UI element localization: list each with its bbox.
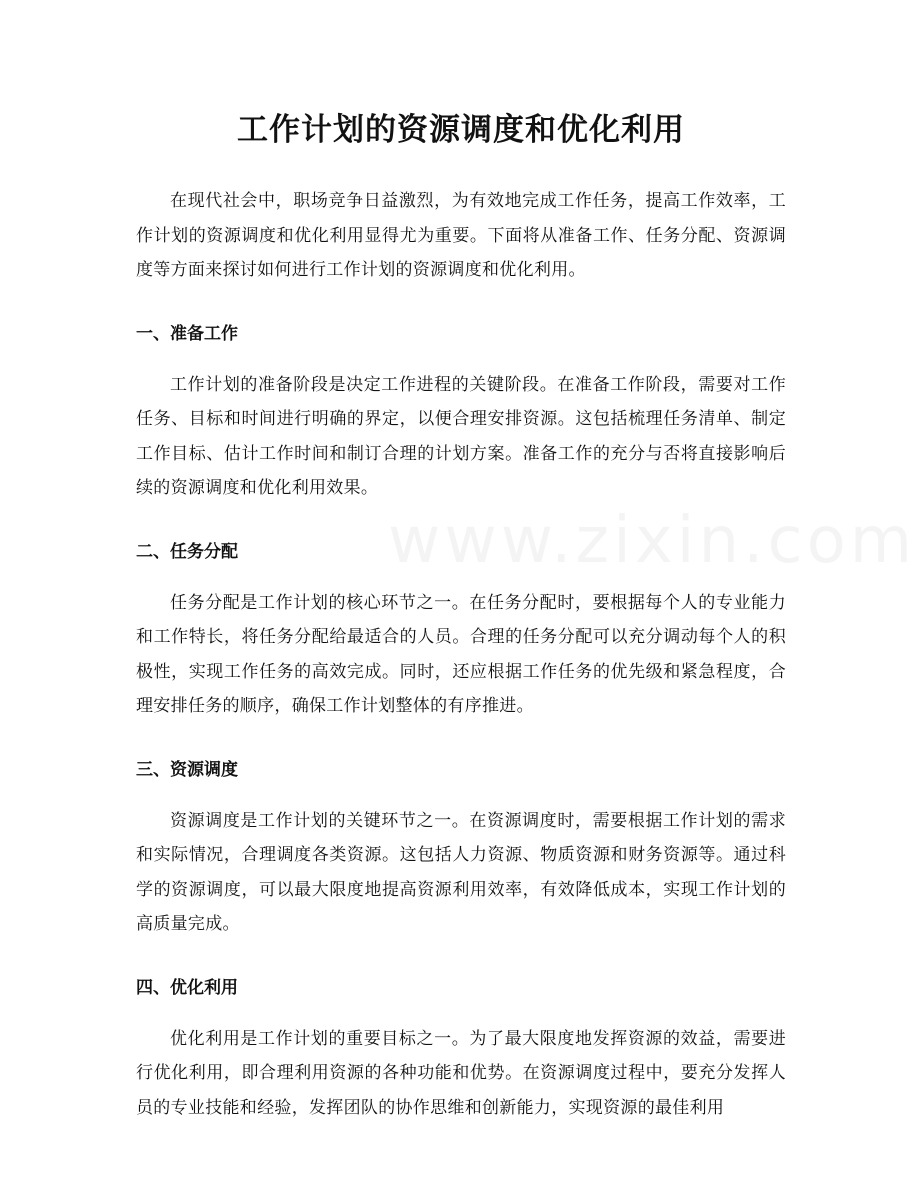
section-body-optimize: 优化利用是工作计划的重要目标之一。为了最大限度地发挥资源的效益，需要进行优化利用，即合理利用资源的各种功能和优势。在资源调度过程中，要充分发挥人员的专业技能和经验，发挥团队的协作思维和创新能力，实现资源的最佳利用 — [136, 1028, 786, 1118]
section-heading-prepare: 一、准备工作 — [136, 323, 238, 344]
section-body-schedule: 资源调度是工作计划的关键环节之一。在资源调度时，需要根据工作计划的需求和实际情况，合理调度各类资源。这包括人力资源、物质资源和财务资源等。通过科学的资源调度，可以最大限度地提高资源利用效率，有效降低成本，实现工作计划的高质量完成。 — [136, 810, 786, 934]
document-title: 工作计划的资源调度和优化利用 — [237, 112, 685, 148]
section-heading-optimize: 四、优化利用 — [136, 977, 238, 998]
section-heading-assign: 二、任务分配 — [136, 541, 238, 562]
section-heading-schedule: 三、资源调度 — [136, 759, 238, 780]
section-body-prepare: 工作计划的准备阶段是决定工作进程的关键阶段。在准备工作阶段，需要对工作任务、目标和时间进行明确的界定，以便合理安排资源。这包括梳理任务清单、制定工作目标、估计工作时间和制订合理的计划方案。准备工作的充分与否将直接影响后续的资源调度和优化利用效果。 — [136, 374, 786, 498]
intro-paragraph: 在现代社会中，职场竞争日益激烈，为有效地完成工作任务，提高工作效率，工作计划的资源调度和优化利用显得尤为重要。下面将从准备工作、任务分配、资源调度等方面来探讨如何进行工作计划的资源调度和优化利用。 — [136, 191, 786, 280]
section-body-assign: 任务分配是工作计划的核心环节之一。在任务分配时，要根据每个人的专业能力和工作特长，将任务分配给最适合的人员。合理的任务分配可以充分调动每个人的积极性，实现工作任务的高效完成。同时，还应根据工作任务的优先级和紧急程度，合理安排任务的顺序，确保工作计划整体的有序推进。 — [136, 592, 786, 716]
